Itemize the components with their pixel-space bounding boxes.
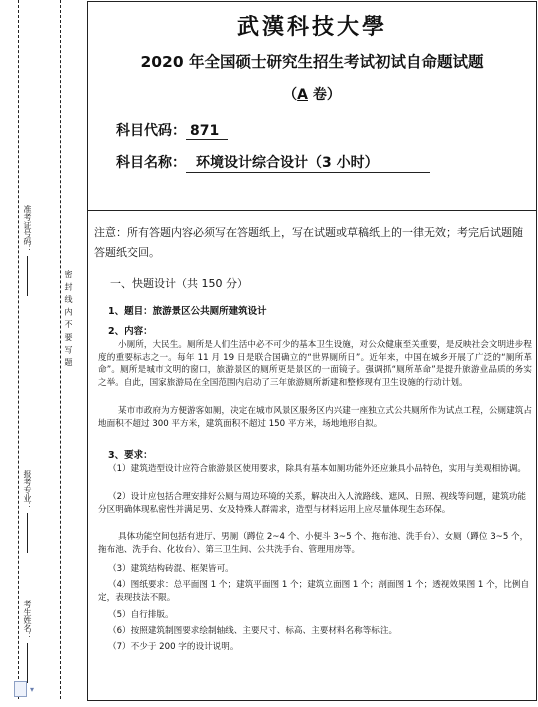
content-heading: 2、内容： — [108, 326, 153, 337]
subject-name-value: 环境设计综合设计（3 小时） — [186, 152, 430, 173]
content-paragraph-1: 小厕所，大民生。厕所是人们生活中必不可少的基本卫生设施，对公众健康至关重要，是反映社会文明进步程度的重要标志之一。每年 11 月 19 日是联合国确立的“世界厕所日”。近年来，中国在城乡开展了广泛的“厕所革命”。厕所是城市文明的窗口，旅游景区的厕所更是景区的一面镜子。强调抓“厕所革命”是提升旅游业品质的务实之举。自此，国家旅游局在全国范围内启动了三年旅游厕所新建和整修现有卫生设施的行动计划。 — [98, 340, 532, 388]
requirement-3: （3）建筑结构砖混、框架皆可。 — [108, 564, 234, 574]
requirement-2: （2）设计应包括合理安排好公厕与周边环境的关系，解决出入人流路线、遮风、日照、视线等问题，建筑功能分区明确体现私密性并满足男、女及特殊人群需求，造型与材料运用上应尽量体现生态环保。 — [98, 492, 526, 515]
requirement-5: （5）自行排版。 — [108, 610, 174, 620]
binding-line-left — [18, 0, 19, 699]
document-icon[interactable]: ▾ — [14, 681, 42, 697]
requirements-heading: 3、要求： — [108, 450, 153, 461]
binding-margin — [0, 0, 86, 707]
exam-title: 2020 年全国硕士研究生招生考试初试自命题试题 — [140, 53, 484, 71]
section-heading: 一、快题设计（共 150 分） — [110, 277, 248, 290]
requirement-7: （7）不少于 200 字的设计说明。 — [108, 642, 239, 652]
requirement-6: （6）按照建筑制图要求绘制轴线、主要尺寸、标高、主要材料名称等标注。 — [108, 626, 398, 636]
exam-paper-frame — [87, 1, 537, 701]
requirement-1: （1）建筑造型设计应符合旅游景区使用要求，除具有基本如厕功能外还应兼具小品特色，实用与美观相协调。 — [108, 464, 526, 474]
subject-code-row: 科目代码： 871 — [116, 120, 228, 140]
major-field: 报考专业： — [22, 470, 33, 553]
content-paragraph-2: 某市市政府为方便游客如厕，决定在城市风景区服务区内兴建一座独立式公共厕所作为试点工程，公厕建筑占地面积不超过 300 平方米，建筑面积不超过 150 平方米，场地地形自拟。 — [98, 406, 532, 429]
notice-text: 注意：所有答题内容必须写在答题纸上，写在试题或草稿纸上的一律无效；考完后试题随答题纸交回。 — [94, 226, 523, 259]
binding-line-right — [60, 0, 61, 699]
requirement-2-detail: 具体功能空间包括有进厅、男厕（蹲位 2~4 个、小便斗 3~5 个、拖布池、洗手台）、女厕（蹲位 3~5 个，拖布池、洗手台、化妆台）、第三卫生间、公共洗手台、管理用房等。 — [98, 532, 529, 555]
university-name: 武漢科技大學 — [236, 14, 387, 40]
exam-id-field: 准考证号码： — [22, 205, 33, 296]
paper-version: （A 卷） — [283, 87, 341, 103]
question-title: 1、题目：旅游景区公共厕所建筑设计 — [108, 306, 267, 317]
subject-code-value: 871 — [186, 123, 228, 140]
seal-line-warning: 密 封 线 内 不 要 写 题 — [64, 270, 73, 367]
exam-header — [88, 2, 536, 211]
candidate-name-field: 考生姓名： — [22, 600, 33, 683]
requirement-4: （4）图纸要求：总平面图 1 个；建筑平面图 1 个；建筑立面图 1 个；剖面图 1 个；透视效果图 1 个，比例自定，表现技法不限。 — [98, 580, 530, 603]
subject-name-row: 科目名称： 环境设计综合设计（3 小时） — [116, 152, 430, 173]
